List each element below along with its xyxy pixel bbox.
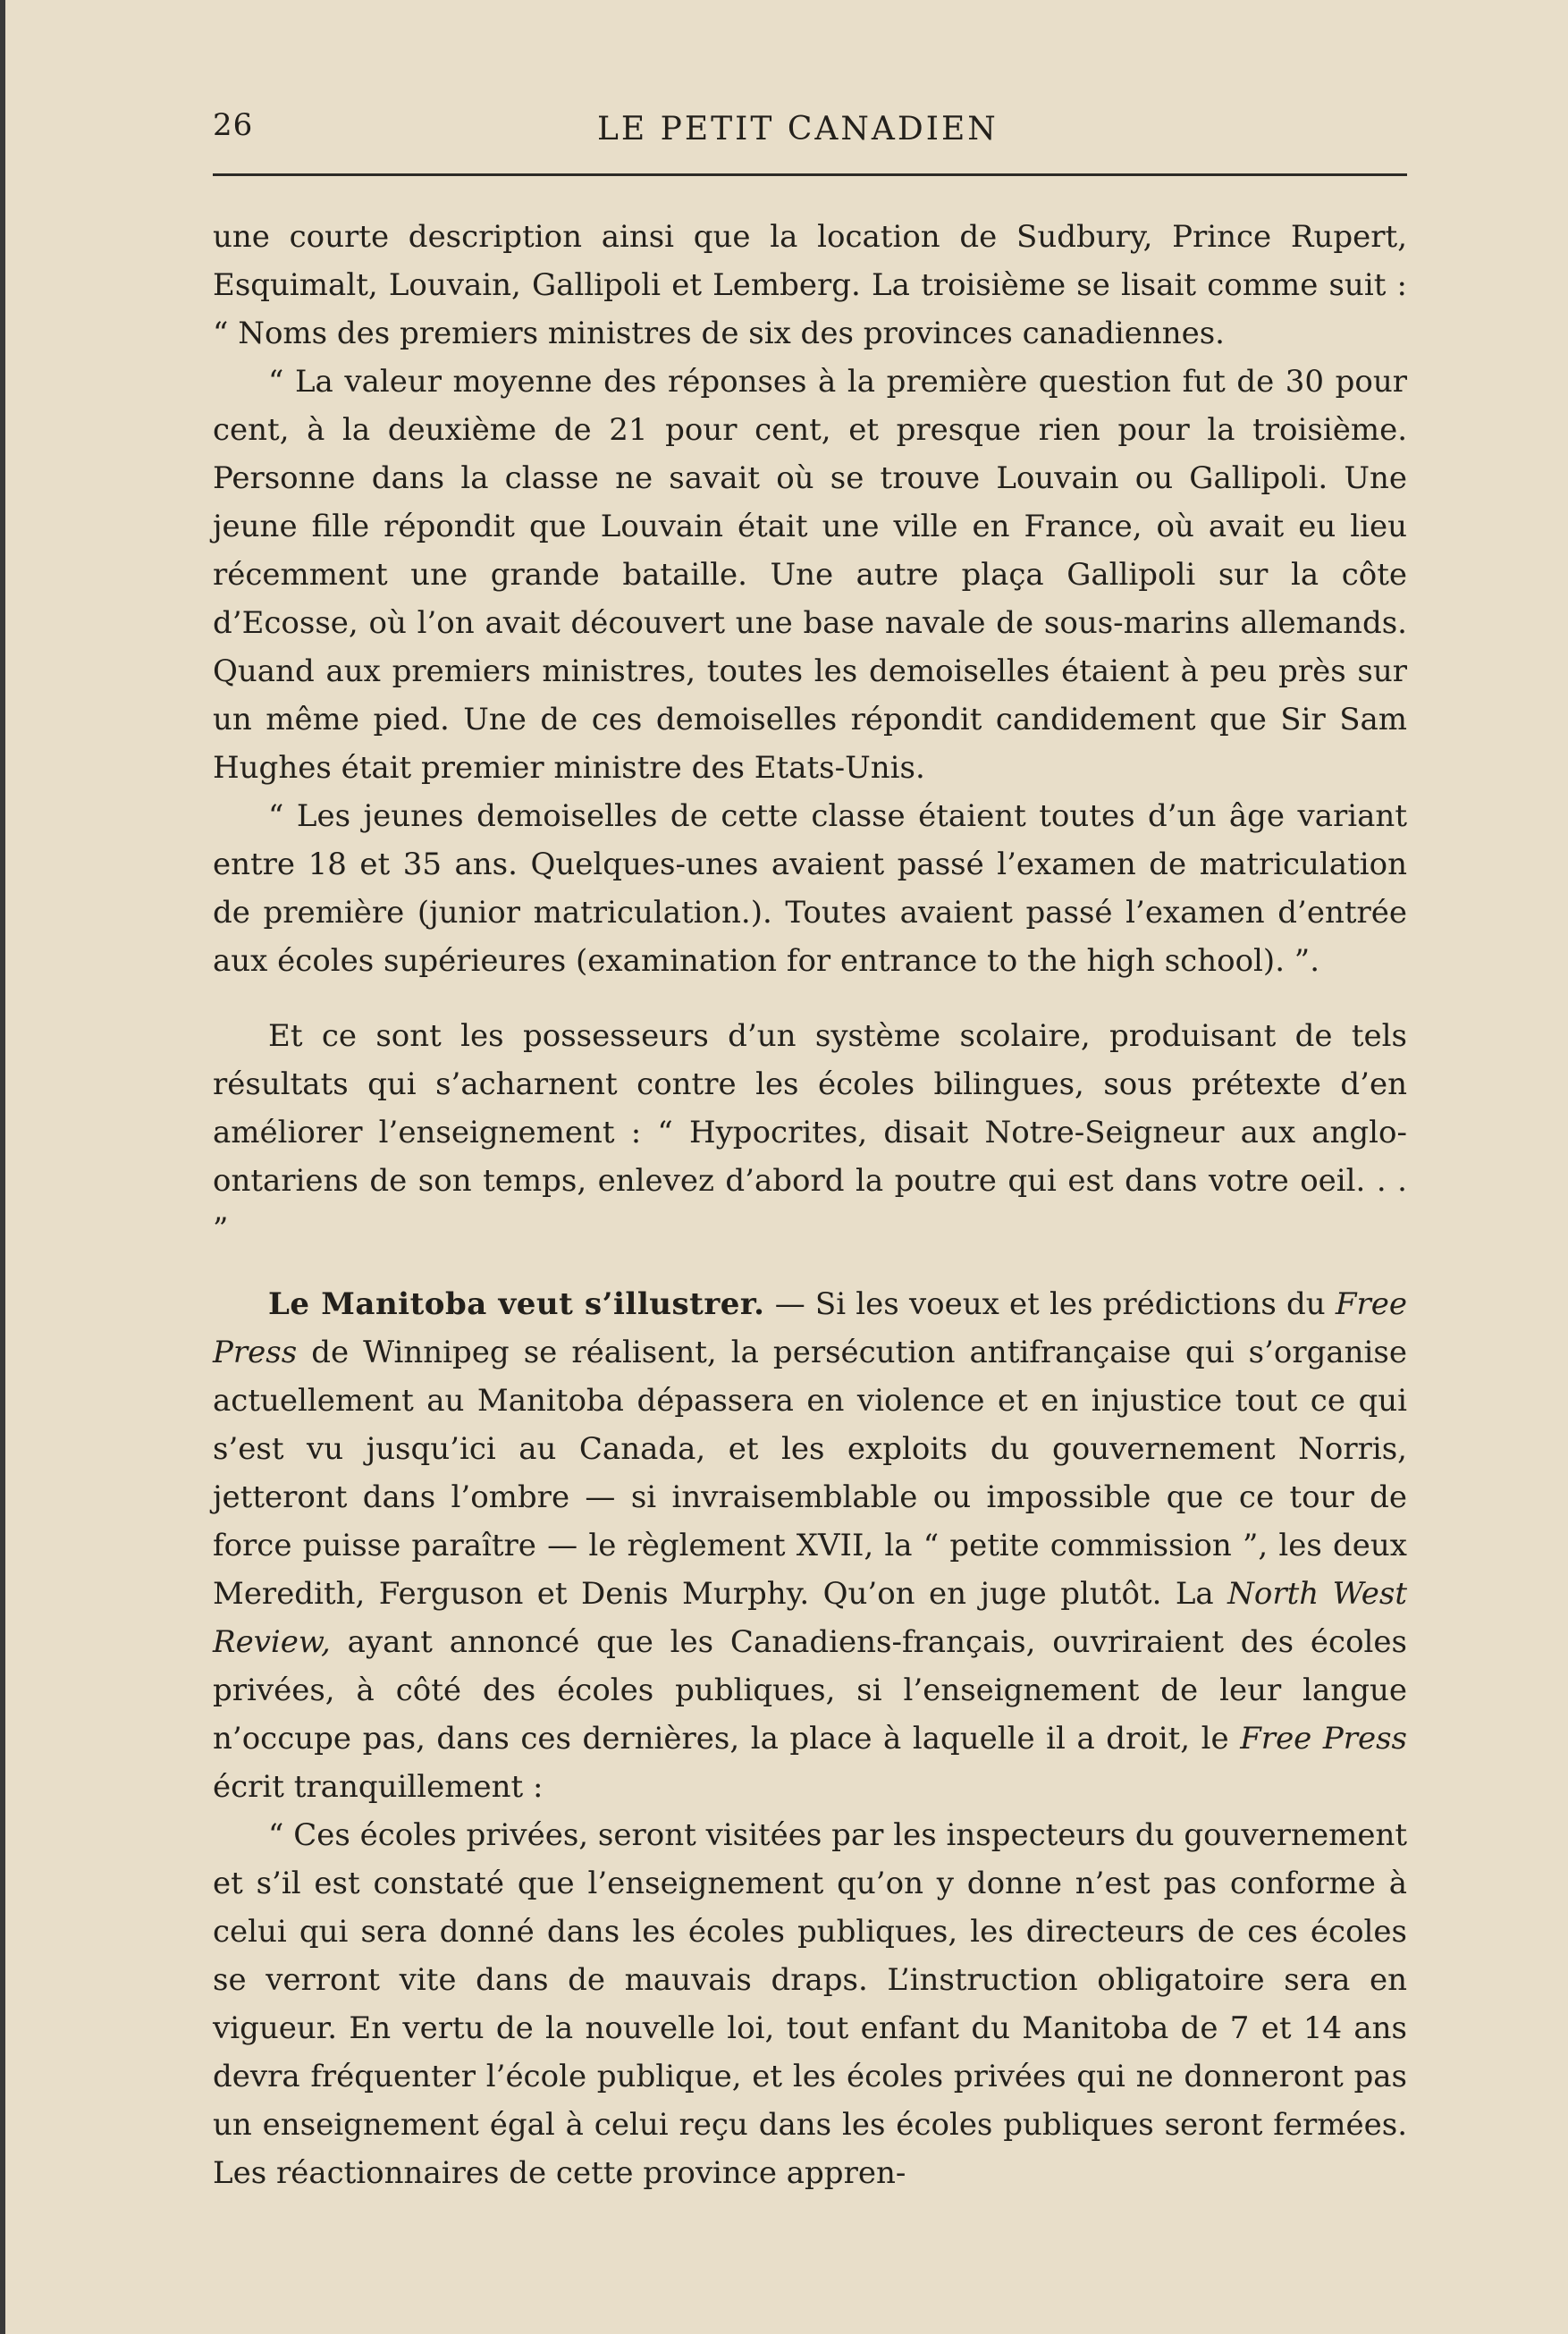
header-rule bbox=[213, 173, 1407, 176]
paragraph-1: une courte description ainsi que la location de Sudbury, Prince Rupert, Esquimalt, Louvain, Gallipoli et Lemberg. La troisième se lisait comme suit : “ Noms des premiers ministres de six des provinces canadiennes. bbox=[213, 219, 1407, 351]
section-heading: Le Manitoba veut s’illustrer. bbox=[268, 1286, 765, 1322]
newspaper-title-north-west-review: North West Review, bbox=[213, 1576, 1408, 1660]
paragraph-6: “ Ces écoles privées, seront visitées par les inspecteurs du gouvernement et s’il est constaté que l’enseignement qu’on y donne n’est pas conforme à celui qui sera donné dans les écoles publiques, les directeurs de ces écoles se verront vite dans de mauvais draps. L’instruction obligatoire sera en vigueur. En vertu de la nouvelle loi, tout enfant du Manitoba de 7 et 14 ans devra fréquenter l’école publique, et les écoles privées qui ne donneront pas un enseignement égal à celui reçu dans les écoles publiques seront fermées. Les réactionnaires de cette province appren- bbox=[213, 1817, 1407, 2191]
page-header bbox=[213, 100, 1407, 154]
newspaper-title-free-press: Free Press bbox=[213, 1286, 1407, 1370]
page-edge-shadow bbox=[0, 0, 5, 2334]
page-body bbox=[213, 213, 1407, 2197]
paragraph-2: “ La valeur moyenne des réponses à la première question fut de 30 pour cent, à la deuxième de 21 pour cent, et presque rien pour la troisième. Personne dans la classe ne savait où se trouve Louvain ou Gallipoli. Une jeune fille répondit que Louvain était une ville en France, où avait eu lieu récemment une grande bataille. Une autre plaça Gallipoli sur la côte d’Ecosse, où l’on avait découvert une base navale de sous-marins allemands. Quand aux premiers ministres, toutes les demoiselles étaient à peu près sur un même pied. Une de ces demoiselles répondit candidement que Sir Sam Hughes était premier ministre des Etats-Unis. bbox=[213, 364, 1407, 786]
paragraph-5-text-4: écrit tranquillement : bbox=[213, 1769, 544, 1805]
paragraph-3: “ Les jeunes demoiselles de cette classe étaient toutes d’un âge variant entre 18 et 35 ans. Quelques-unes avaient passé l’examen de matriculation de première (junior matriculation.). Toutes avaient passé l’examen d’entrée aux écoles supérieures (examination for entrance to the high school). ”. bbox=[213, 798, 1407, 979]
paragraph-5-text-1: — Si les voeux et les prédictions du bbox=[764, 1286, 1336, 1322]
paragraph-5-text-2: de Winnipeg se réalisent, la persécution antifrançaise qui s’organise actuellement au Manitoba dépassera en violence et en injustice tout ce qui s’est vu jusqu’ici au Canada, et les exploits du gouvernement Norris, jetteront dans l’ombre — si invraisemblable ou impossible que ce tour de force puisse paraître — le règlement XVII, la “ petite commission ”, les deux Meredith, Ferguson et Denis Murphy. Qu’on en juge plutôt. La bbox=[213, 1335, 1407, 1612]
paragraph-5-text-3: ayant annoncé que les Canadiens-français, ouvriraient des écoles privées, à côté des écoles publiques, si l’enseignement de leur langue n’occupe pas, dans ces dernières, la place à laquelle il a droit, le bbox=[213, 1624, 1407, 1757]
newspaper-title-free-press-2: Free Press bbox=[1240, 1721, 1407, 1757]
running-title: LE PETIT CANADIEN bbox=[597, 111, 999, 147]
paragraph-4: Et ce sont les possesseurs d’un système scolaire, produisant de tels résultats qui s’acharnent contre les écoles bilingues, sous prétexte d’en améliorer l’enseignement : “ Hypocrites, disait Notre-Seigneur aux anglo-ontariens de son temps, enlevez d’abord la poutre qui est dans votre oeil. . . ” bbox=[213, 1018, 1407, 1247]
page-number: 26 bbox=[213, 107, 254, 143]
paragraph-5 bbox=[213, 1280, 1407, 1811]
